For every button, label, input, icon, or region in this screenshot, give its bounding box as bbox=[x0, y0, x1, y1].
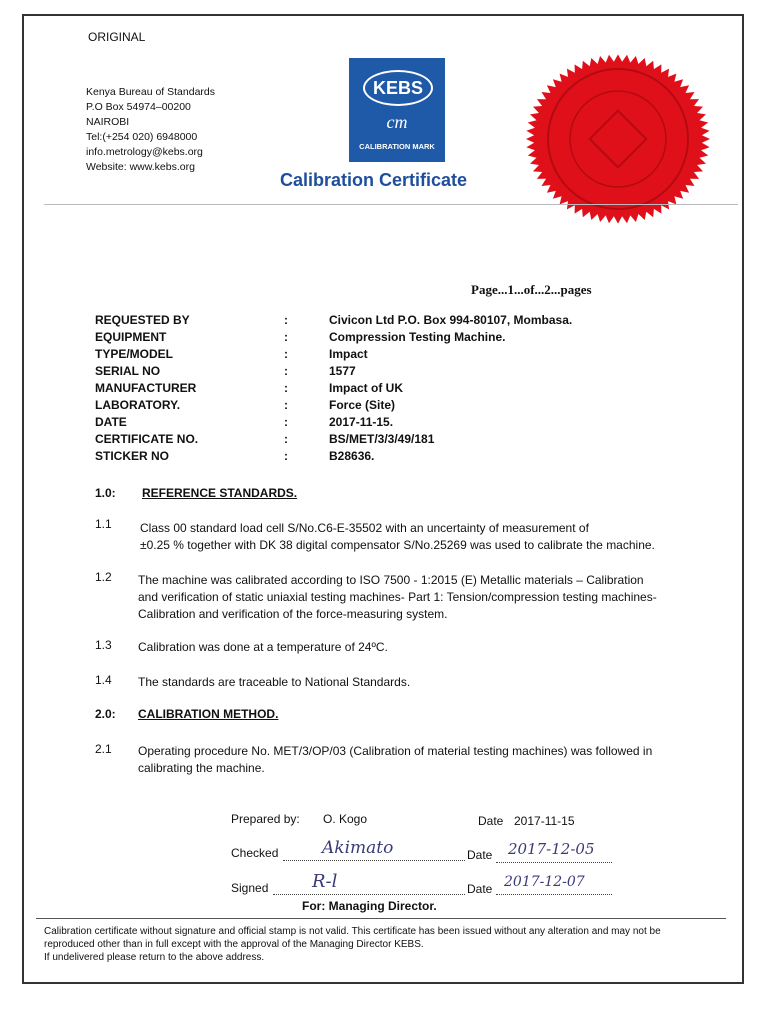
address-line: NAIROBI bbox=[86, 116, 130, 128]
page-info: Page...1...of...2...pages bbox=[471, 282, 592, 297]
for-managing-director: For: Managing Director. bbox=[302, 899, 437, 913]
info-label: MANUFACTURER bbox=[95, 381, 197, 395]
info-label: TYPE/MODEL bbox=[95, 347, 174, 361]
info-value: Impact of UK bbox=[329, 381, 404, 395]
item-line: and verification of static uniaxial testing machines- Part 1: Tension/compression testing machines- bbox=[138, 590, 657, 604]
calibration-mark-text: CALIBRATION MARK bbox=[359, 142, 435, 151]
item-line: ±0.25 % together with DK 38 digital compensator S/No.25269 was used to calibrate the machine. bbox=[140, 538, 655, 552]
info-value: BS/MET/3/3/49/181 bbox=[329, 432, 435, 446]
item-text bbox=[138, 674, 410, 691]
info-label: CERTIFICATE NO. bbox=[95, 432, 199, 446]
address-line: Tel:(+254 020) 6948000 bbox=[86, 131, 198, 143]
kebs-logo-text: KEBS bbox=[363, 70, 433, 106]
checked-label: Checked bbox=[231, 846, 279, 860]
info-value: 2017-11-15. bbox=[329, 415, 394, 429]
checked-date-label: Date bbox=[467, 848, 493, 862]
item-number: 1.1 bbox=[95, 517, 112, 531]
original-label: ORIGINAL bbox=[88, 30, 146, 44]
section-number: 2.0: bbox=[95, 707, 116, 721]
address-block bbox=[86, 85, 276, 175]
signed-signature: R-l bbox=[312, 871, 338, 892]
section-heading-calibration-method: CALIBRATION METHOD. bbox=[138, 707, 279, 721]
item-line: Calibration was done at a temperature of 24ºC. bbox=[138, 640, 388, 654]
signed-date-line bbox=[496, 894, 612, 895]
info-value: Civicon Ltd P.O. Box 994-80107, Mombasa. bbox=[329, 313, 573, 327]
section-heading-reference-standards: REFERENCE STANDARDS. bbox=[142, 486, 298, 500]
signed-label: Signed bbox=[231, 881, 269, 895]
info-colon: : bbox=[284, 330, 288, 344]
calibration-mark-icon: cm bbox=[386, 112, 408, 132]
header-divider bbox=[44, 204, 738, 205]
info-label: SERIAL NO bbox=[95, 364, 161, 378]
footer-line: reproduced other than in full except with the approval of the Managing Director KEBS. bbox=[44, 939, 424, 950]
item-text bbox=[138, 572, 657, 623]
info-colon: : bbox=[284, 398, 288, 412]
prepared-date-label: Date bbox=[478, 814, 504, 828]
prepared-by-name: O. Kogo bbox=[323, 812, 368, 826]
item-line: Class 00 standard load cell S/No.C6-E-35502 with an uncertainty of measurement of bbox=[140, 521, 589, 535]
address-line: P.O Box 54974–00200 bbox=[86, 101, 191, 113]
item-line: The standards are traceable to National Standards. bbox=[138, 675, 411, 689]
info-colon: : bbox=[284, 449, 288, 463]
info-colon: : bbox=[284, 364, 288, 378]
item-number: 2.1 bbox=[95, 742, 112, 756]
checked-signature-line bbox=[283, 860, 465, 861]
footer-line: If undelivered please return to the above address. bbox=[44, 952, 265, 963]
section-number: 1.0: bbox=[95, 486, 116, 500]
signed-signature-line bbox=[273, 894, 465, 895]
info-colon: : bbox=[284, 347, 288, 361]
item-number: 1.4 bbox=[95, 673, 112, 687]
signed-date-label: Date bbox=[467, 882, 493, 896]
item-text bbox=[138, 743, 652, 777]
checked-signature: Akimato bbox=[322, 838, 394, 858]
item-line: calibrating the machine. bbox=[138, 761, 265, 775]
footer-disclaimer bbox=[44, 925, 661, 964]
item-line: Calibration and verification of the force-measuring system. bbox=[138, 607, 448, 621]
info-label: STICKER NO bbox=[95, 449, 170, 463]
info-value: B28636. bbox=[329, 449, 375, 463]
address-line: info.metrology@kebs.org bbox=[86, 146, 203, 158]
info-value: Impact bbox=[329, 347, 368, 361]
info-colon: : bbox=[284, 432, 288, 446]
item-number: 1.2 bbox=[95, 570, 112, 584]
info-label: EQUIPMENT bbox=[95, 330, 167, 344]
address-line: Website: www.kebs.org bbox=[86, 161, 195, 173]
info-colon: : bbox=[284, 313, 288, 327]
certificate-title: Calibration Certificate bbox=[280, 170, 468, 190]
checked-date-line bbox=[496, 862, 612, 863]
info-colon: : bbox=[284, 415, 288, 429]
item-line: Operating procedure No. MET/3/OP/03 (Calibration of material testing machines) was followed in bbox=[138, 744, 653, 758]
item-text bbox=[138, 639, 388, 656]
item-text bbox=[140, 520, 655, 554]
info-value: 1577 bbox=[329, 364, 356, 378]
info-value: Force (Site) bbox=[329, 398, 396, 412]
item-line: The machine was calibrated according to ISO 7500 - 1:2015 (E) Metallic materials – Calibration bbox=[138, 573, 644, 587]
footer-line: Calibration certificate without signature and official stamp is not valid. This certificate has been issued without any alteration and may not be bbox=[44, 926, 661, 937]
info-label: LABORATORY. bbox=[95, 398, 181, 412]
info-label: REQUESTED BY bbox=[95, 313, 190, 327]
prepared-date: 2017-11-15 bbox=[514, 814, 575, 828]
address-line: Kenya Bureau of Standards bbox=[86, 86, 216, 98]
footer-divider bbox=[36, 918, 726, 919]
kebs-logo bbox=[349, 58, 445, 162]
signed-date: 2017-12-07 bbox=[504, 874, 585, 890]
checked-date: 2017-12-05 bbox=[508, 840, 595, 858]
info-label: DATE bbox=[95, 415, 127, 429]
prepared-by-label: Prepared by: bbox=[231, 812, 300, 826]
item-number: 1.3 bbox=[95, 638, 112, 652]
info-colon: : bbox=[284, 381, 288, 395]
info-value: Compression Testing Machine. bbox=[329, 330, 506, 344]
